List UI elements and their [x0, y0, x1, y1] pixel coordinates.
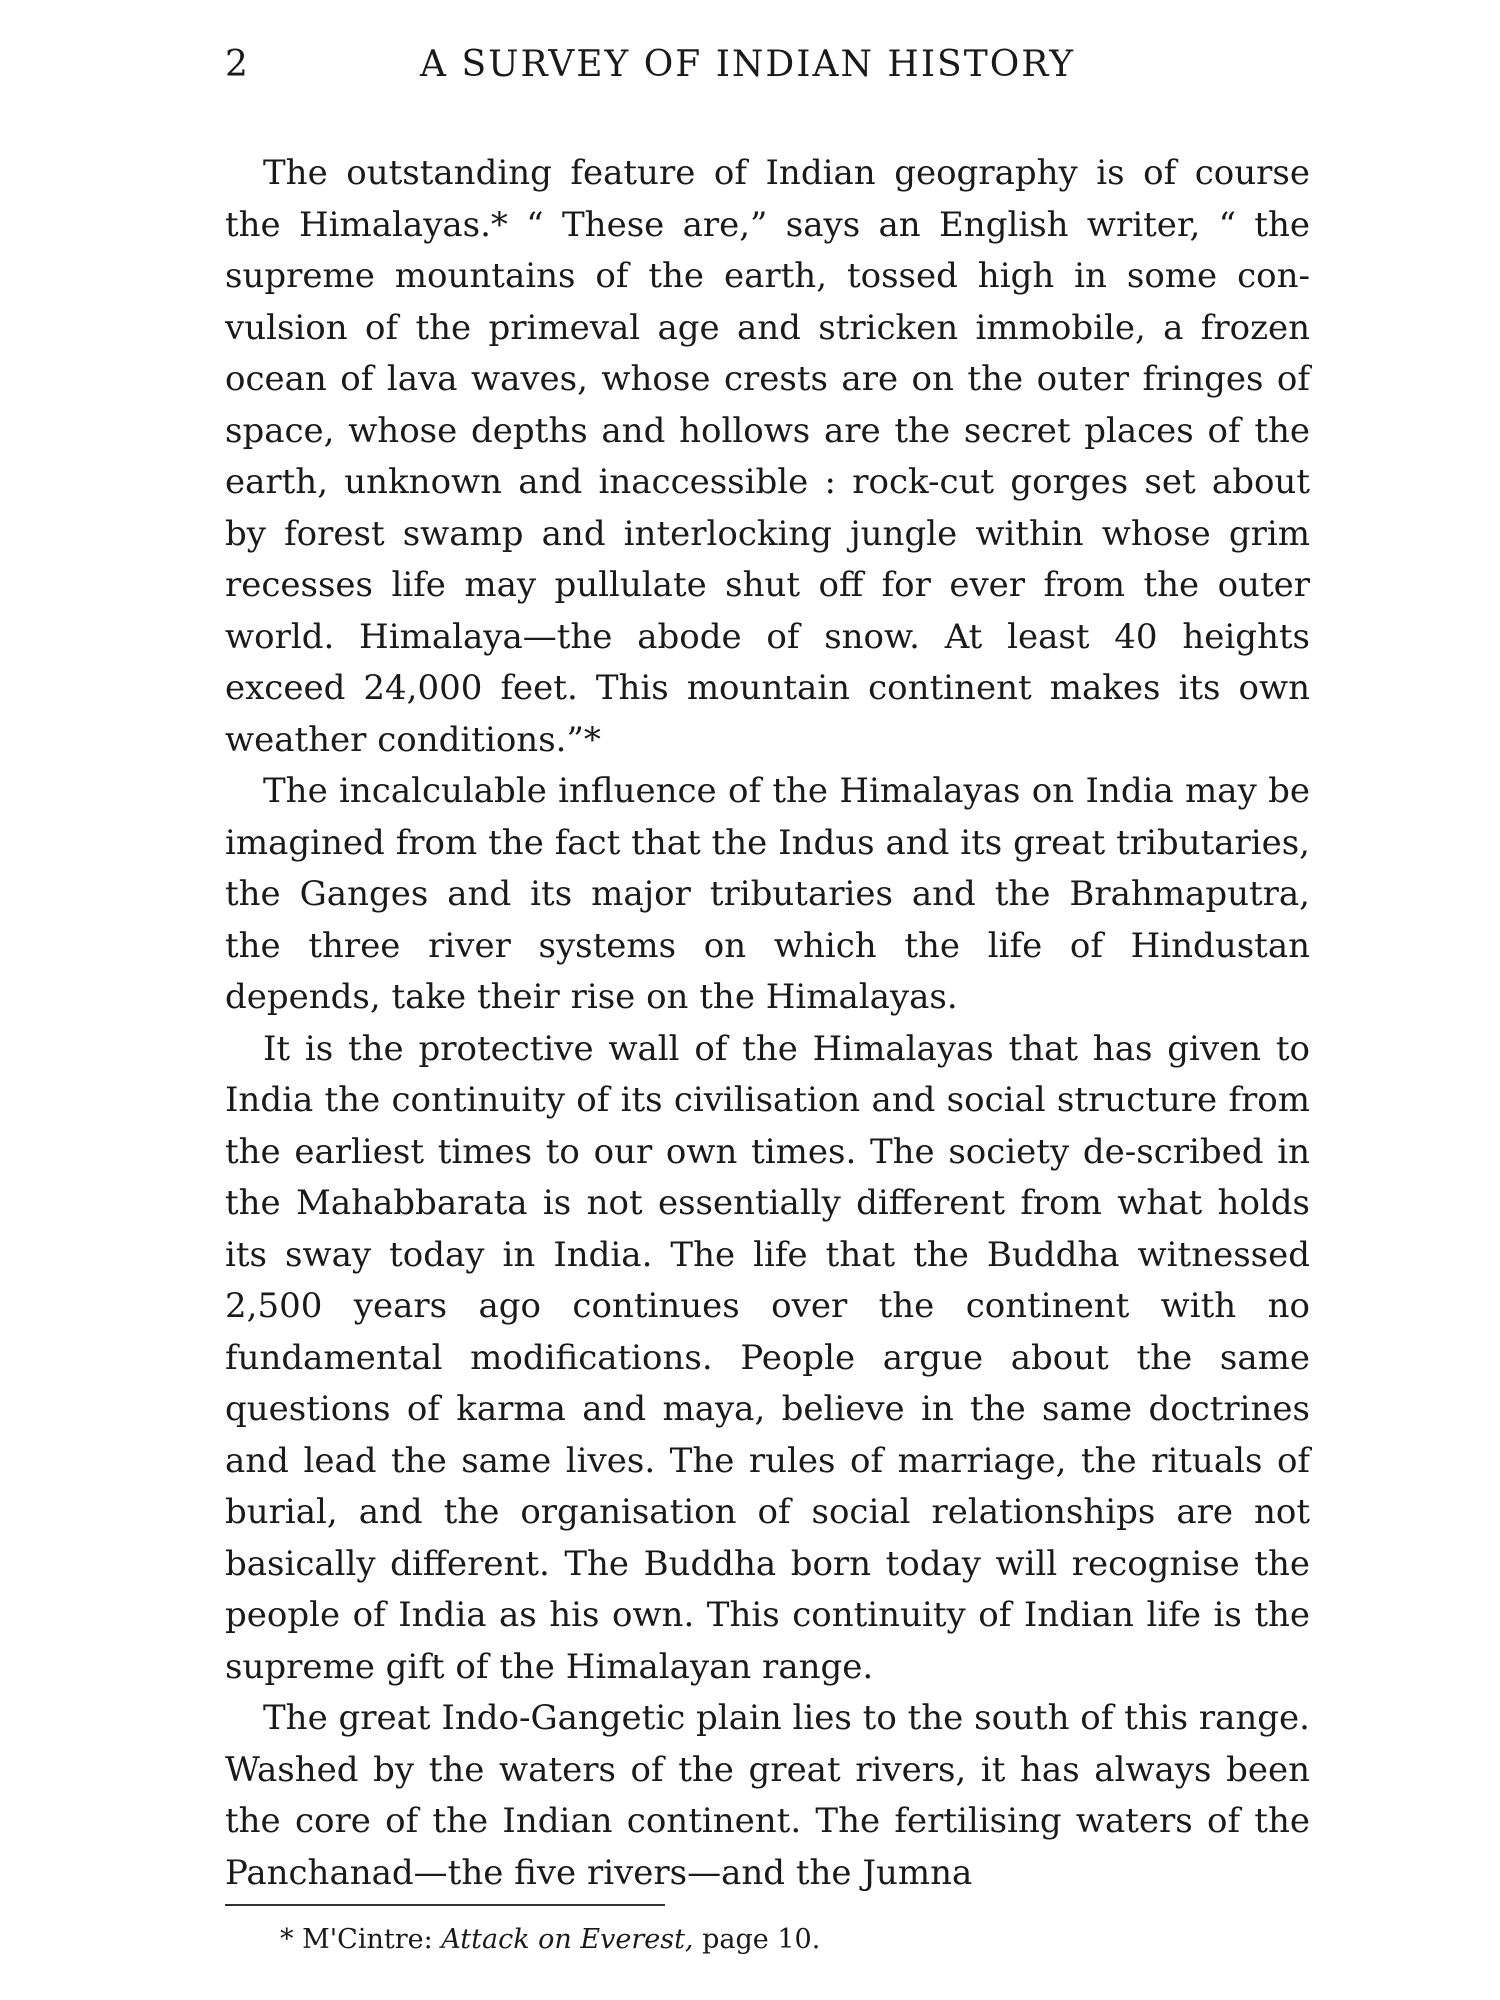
- body-text: [225, 148, 1310, 1899]
- footnote-page: page 10.: [702, 1924, 821, 1955]
- footnote-marker: *: [280, 1924, 294, 1955]
- running-head: [225, 44, 1105, 94]
- paragraph-protective-wall: It is the protective wall of the Himalayas that has given to India the continuity of its civilisation and social structure from the earliest times to our own times. The society de-scribed in the Mahabbarata is not essentially different from what holds its sway today in India. The life that the Buddha witnessed 2,500 years ago continues over the continent with no fundamental modifications. People argue about the same questions of karma and maya, believe in the same doctrines and lead the same lives. The rules of marriage, the rituals of burial, and the organisation of social relationships are not basically different. The Buddha born today will recognise the people of India as his own. This continuity of Indian life is the supreme gift of the Himalayan range.: [225, 1028, 1310, 1687]
- footnote: [280, 1922, 820, 1958]
- running-head-title: A SURVEY OF INDIAN HISTORY: [420, 44, 1075, 85]
- paragraph-indo-gangetic-plain: The great Indo-Gangetic plain lies to the south of this range. Washed by the waters of the great rivers, it has always been the core of the Indian continent. The fertilising waters of the Panchanad—the five rivers—and the Jumna: [225, 1698, 1310, 1893]
- footnote-author: M'Cintre:: [302, 1924, 433, 1955]
- paragraph-himalayas-feature: The outstanding feature of Indian geography is of course the Himalayas.* “ These are,” says an English writer, “ the supreme mountains of the earth, tossed high in some con-vulsion of the primeval age and stricken immobile, a frozen ocean of lava waves, whose crests are on the outer fringes of space, whose depths and hollows are the secret places of the earth, unknown and inaccessible : rock-cut gorges set about by forest swamp and interlocking jungle within whose grim recesses life may pullulate shut off for ever from the outer world. Himalaya—the abode of snow. At least 40 heights exceed 24,000 feet. This mountain continent makes its own weather conditions.”*: [225, 153, 1310, 760]
- footnote-work-title: Attack on Everest,: [441, 1924, 694, 1955]
- page-number: 2: [225, 44, 249, 85]
- paragraph-himalayas-influence: The incalculable influence of the Himalayas on India may be imagined from the fact that the Indus and its great tributaries, the Ganges and its major tributaries and the Brahmaputra, the three river systems on which the life of Hindustan depends, take their rise on the Himalayas.: [225, 771, 1310, 1017]
- footnote-divider: [225, 1904, 665, 1906]
